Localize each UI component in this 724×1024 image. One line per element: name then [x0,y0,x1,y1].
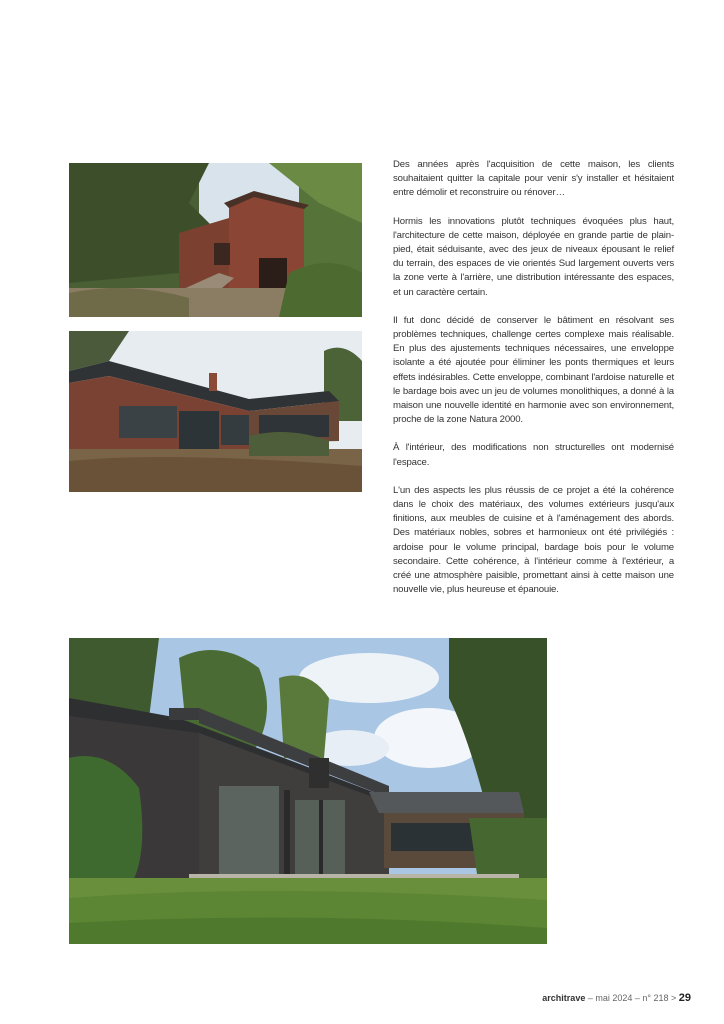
paragraph-3: Il fut donc décidé de conserver le bâtiment en résolvant ses problèmes techniques, challenge certes complexe mais réalisable. En plus des ajustements techniques nécessaires, une enveloppe isolante a été ajoutée pour éliminer les ponts thermiques et leurs effets indésirables. Cette enveloppe, combinant l'ardoise naturelle et le bardage bois avec un jeu de volumes monolithiques, a donné à la maison une nouvelle identité en harmonie avec son environnement, proche de la zone Natura 2000. [393,314,674,426]
page-number: 29 [678,992,691,1004]
before-photo-brick-house [69,163,362,317]
article-text [393,158,674,611]
magazine-brand: architrave [542,993,586,1003]
before-photo-long-house [69,331,362,492]
paragraph-1: Des années après l'acquisition de cette maison, les clients souhaitaient quitter la capitale pour venir s'y installer et hésitaient entre démolir et reconstruire ou rénover… [393,159,674,199]
after-photo-renovated-house [69,638,547,944]
page-footer [542,992,691,1004]
issue-info: – mai 2024 – n° 218 > [585,993,679,1003]
paragraph-2: Hormis les innovations plutôt techniques évoquées plus haut, l'architecture de cette maison, déployée en grande partie de plain-pied, était séduisante, avec des jeux de niveaux épousant le relief du terrain, des espaces de vie orientés Sud largement ouverts vers la zone verte à l'arrière, une distribution intéressante des espaces, et un caractère certain. [393,215,674,298]
paragraph-4: À l'intérieur, des modifications non structurelles ont modernisé l'espace. [393,442,674,468]
paragraph-5: L'un des aspects les plus réussis de ce projet a été la cohérence dans le choix des matériaux, des volumes extérieurs jusqu'aux finitions, aux meubles de cuisine et à l'aménagement des abords. Des matériaux nobles, sobres et harmonieux ont été privilégiés : ardoise pour le volume principal, bardage bois pour le volume secondaire. Cette cohérence, à l'intérieur comme à l'extérieur, a créé une atmosphère paisible, promettant ainsi à cette maison une nouvelle vie, plus heureuse et épanouie. [393,484,674,596]
